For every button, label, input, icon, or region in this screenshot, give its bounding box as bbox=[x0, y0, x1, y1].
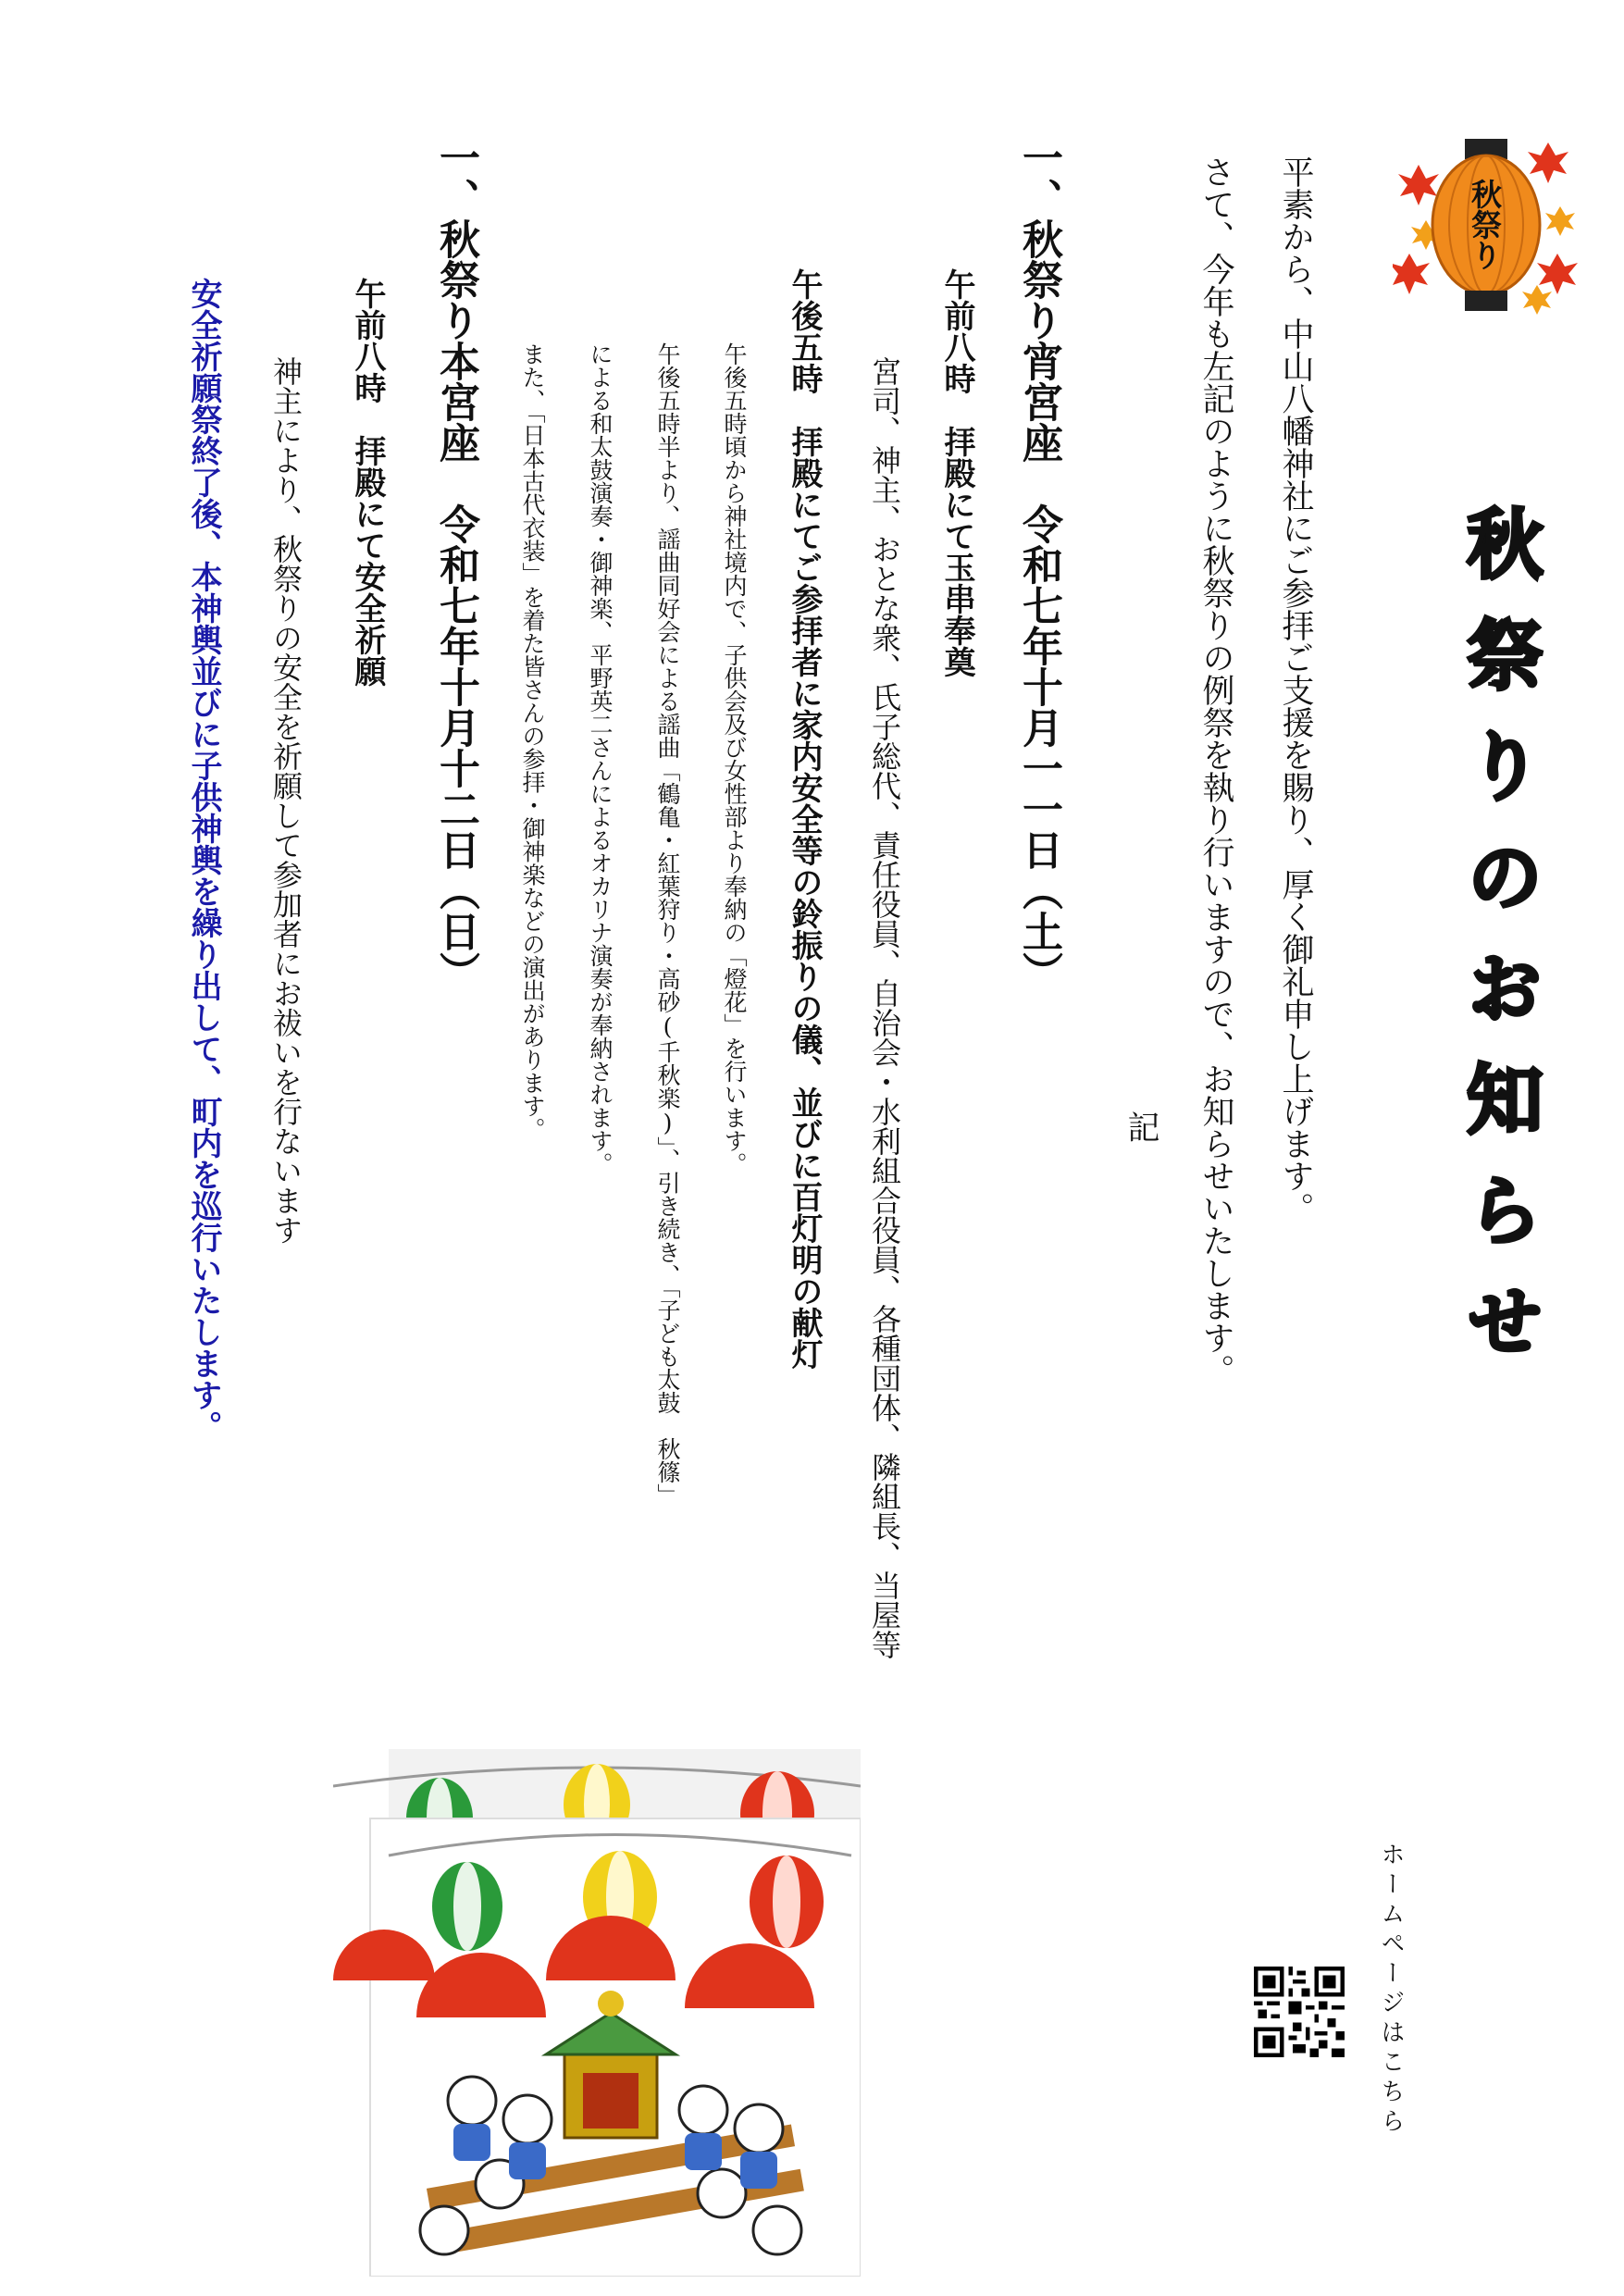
yoimiya-detail-1: 午後五時頃から神社境内で、子供会及び女性部より奉納の「燈花」を行います。 bbox=[721, 342, 748, 1175]
badge-text: 秋祭り bbox=[1467, 179, 1503, 270]
festival-illustration bbox=[333, 1749, 861, 2277]
greeting-line-1: 平素から、中山八幡神社にご参拝ご支援を賜り、厚く御礼申し上げます。 bbox=[1277, 155, 1314, 1224]
honmiya-notice: 安全祈願祭終了後、本神輿並びに子供神輿を繰り出して、町内を巡行いたします。 bbox=[185, 278, 222, 1442]
lantern-badge bbox=[1393, 128, 1578, 322]
greeting-line-2: さて、今年も左記のように秋祭りの例祭を執り行いますので、お知らせいたします。 bbox=[1197, 155, 1234, 1386]
yoimiya-detail-2: 午後五時半より、謡曲同好会による謡曲「鶴亀・紅葉狩り・高砂(千秋楽)」、引き続き、「子ども太鼓 秋篠」 bbox=[654, 342, 681, 1507]
yoimiya-detail-3: による和太鼓演奏・御神楽、平野英二さんによるオカリナ演奏が奉納されます。 bbox=[587, 342, 614, 1175]
yoimiya-evening-time: 午後五時 拝殿にてご参拝者に家内安全等の鈴振りの儀、並びに百灯明の献灯 bbox=[786, 268, 823, 1370]
ki-marker: 記 bbox=[1122, 1111, 1159, 1143]
yoimiya-heading: 一、秋祭り宵宮座 令和七年十月一一日（土） bbox=[1015, 137, 1062, 992]
honmiya-morning-time: 午前八時 拝殿にて安全祈願 bbox=[349, 278, 386, 687]
page-title: 秋祭りのお知らせ bbox=[1455, 504, 1543, 1393]
qr-code-icon bbox=[1254, 1967, 1345, 2057]
honmiya-detail: 神主により、秋祭りの安全を祈願して参加者にお祓いを行ないます bbox=[268, 356, 304, 1245]
yoimiya-morning-time: 午前八時 拝殿にて玉串奉奠 bbox=[938, 268, 975, 677]
homepage-label: ホームページはこちら bbox=[1377, 1842, 1405, 2138]
qr-code[interactable] bbox=[1254, 1967, 1345, 2057]
yoimiya-detail-4: また、「日本古代衣装」を着た皆さんの参拝・御神楽などの演出があります。 bbox=[519, 342, 546, 1141]
honmiya-heading: 一、秋祭り本宮座 令和七年十月十二日（日） bbox=[432, 137, 479, 992]
yoimiya-attendees: 宮司、神主、おとな衆、氏子総代、責任役員、自治会・水利組合役員、各種団体、隣組長、当屋等 bbox=[867, 356, 902, 1659]
